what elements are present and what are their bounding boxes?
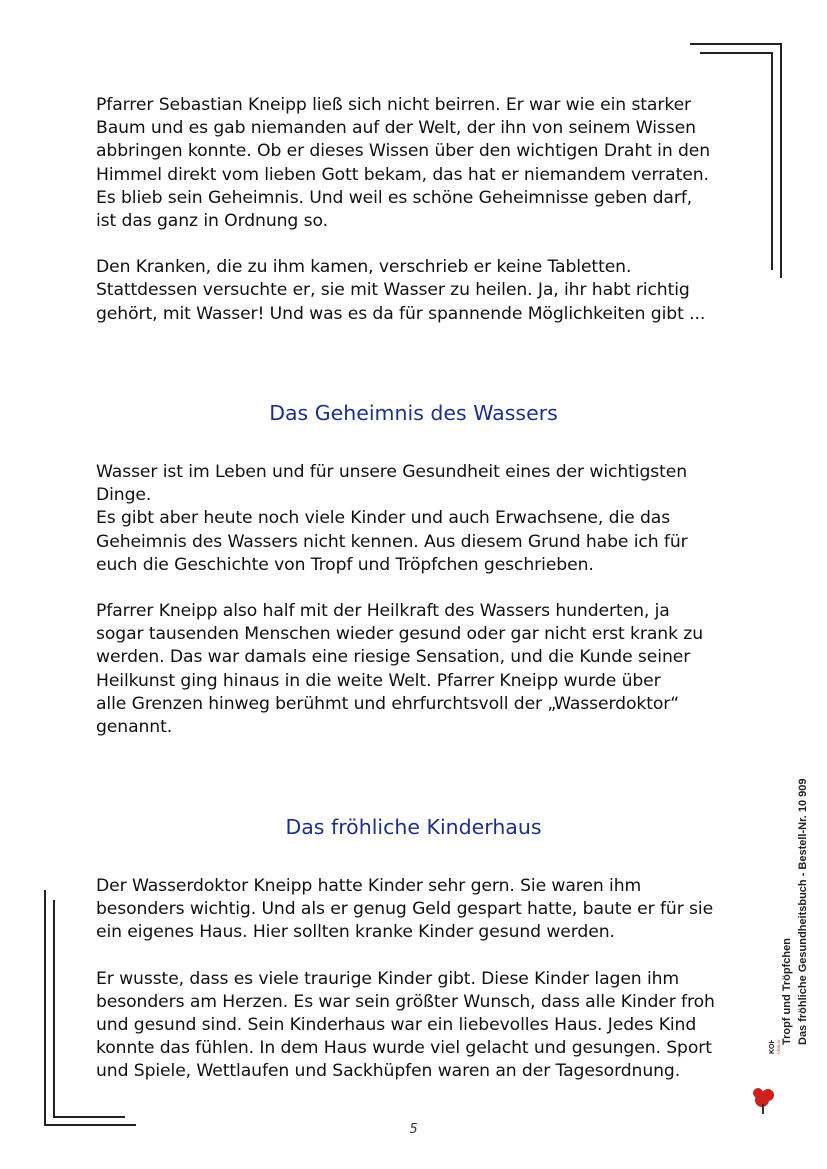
text-line: euch die Geschichte von Tropf und Tröpfchen geschrieben. <box>96 554 594 575</box>
text-line: und Spiele, Wettlaufen und Sackhüpfen waren an der Tagesordnung. <box>96 1061 681 1082</box>
paragraph <box>96 968 736 1084</box>
text-line: Der Wasserdoktor Kneipp hatte Kinder sehr gern. Sie waren ihm <box>96 876 642 896</box>
publisher-logo <box>752 1040 812 1120</box>
text-line: Baum und es gab niemanden auf der Welt, der ihn von seinem Wissen <box>96 118 696 139</box>
text-line: Pfarrer Kneipp also half mit der Heilkraft des Wassers hunderten, ja <box>96 601 670 622</box>
text-line: abbringen konnte. Ob er dieses Wissen über den wichtigen Draht in den <box>96 141 711 162</box>
text-line: genannt. <box>96 717 173 738</box>
section-heading-kinderhaus: Das fröhliche Kinderhaus <box>285 815 542 839</box>
text-line: Pfarrer Sebastian Kneipp ließ sich nicht beirren. Er war wie ein starker <box>96 95 692 115</box>
side-book-title: Tropf und Tröpfchen <box>781 938 793 1045</box>
text-line: Dinge. <box>96 485 152 506</box>
text-line: Wasser ist im Leben und für unsere Gesundheit eines der wichtigsten <box>96 462 688 482</box>
text-line: Heilkunst ging hinaus in die weite Welt. Pfarrer Kneipp wurde über <box>96 670 661 691</box>
text-line: Himmel direkt vom lieben Gott bekam, das hat er niemandem verraten. <box>96 164 709 185</box>
paragraph <box>96 875 736 945</box>
text-line: ein eigenes Haus. Hier sollten kranke Kinder gesund werden. <box>96 922 615 943</box>
wasser-section <box>96 461 736 739</box>
text-line: Es gibt aber heute noch viele Kinder und auch Erwachsene, die das <box>96 508 671 529</box>
text-line: Er wusste, dass es viele traurige Kinder gibt. Diese Kinder lagen ihm <box>96 968 680 989</box>
paragraph <box>96 600 736 739</box>
text-line: Es blieb sein Geheimnis. Und weil es schöne Geheimnisse geben darf, <box>96 187 693 208</box>
paragraph <box>96 256 736 326</box>
text-line: Den Kranken, die zu ihm kamen, verschrieb er keine Tabletten. <box>96 257 632 278</box>
logo-brand: KOHL <box>769 1040 776 1054</box>
text-line: konnte das fühlen. In dem Haus wurde viel gelacht und gesungen. Sport <box>96 1038 712 1059</box>
tree-logo-icon <box>752 1040 812 1120</box>
text-line: ist das ganz in Ordnung so. <box>96 211 328 232</box>
paragraph <box>96 94 736 233</box>
intro-section <box>96 94 736 326</box>
text-line: sogar tausenden Menschen wieder gesund oder gar nicht erst krank zu <box>96 624 704 645</box>
side-book-subtitle: Das fröhliche Gesundheitsbuch - Bestell-Nr. 10 909 <box>797 778 809 1045</box>
text-line: werden. Das war damals eine riesige Sensation, und die Kunde seiner <box>96 647 691 668</box>
page-number: 5 <box>409 1122 418 1137</box>
text-line: alle Grenzen hinweg berühmt und ehrfurchtsvoll der „Wasserdoktor“ <box>96 693 680 714</box>
text-line: besonders wichtig. Und als er genug Geld gespart hatte, baute er für sie <box>96 899 714 920</box>
text-line: besonders am Herzen. Es war sein größter Wunsch, dass alle Kinder froh <box>96 991 715 1012</box>
text-line: Geheimnis des Wassers nicht kennen. Aus diesem Grund habe ich für <box>96 531 688 552</box>
text-line: Stattdessen versuchte er, sie mit Wasser zu heilen. Ja, ihr habt richtig <box>96 280 690 301</box>
paragraph <box>96 461 736 577</box>
text-line: gehört, mit Wasser! Und was es da für spannende Möglichkeiten gibt ... <box>96 303 706 324</box>
section-heading-wasser: Das Geheimnis des Wassers <box>269 401 558 425</box>
kinderhaus-section <box>96 875 736 1084</box>
logo-tag: VERLAG <box>776 1040 781 1054</box>
text-line: und gesund sind. Sein Kinderhaus war ein liebevolles Haus. Jedes Kind <box>96 1015 697 1036</box>
